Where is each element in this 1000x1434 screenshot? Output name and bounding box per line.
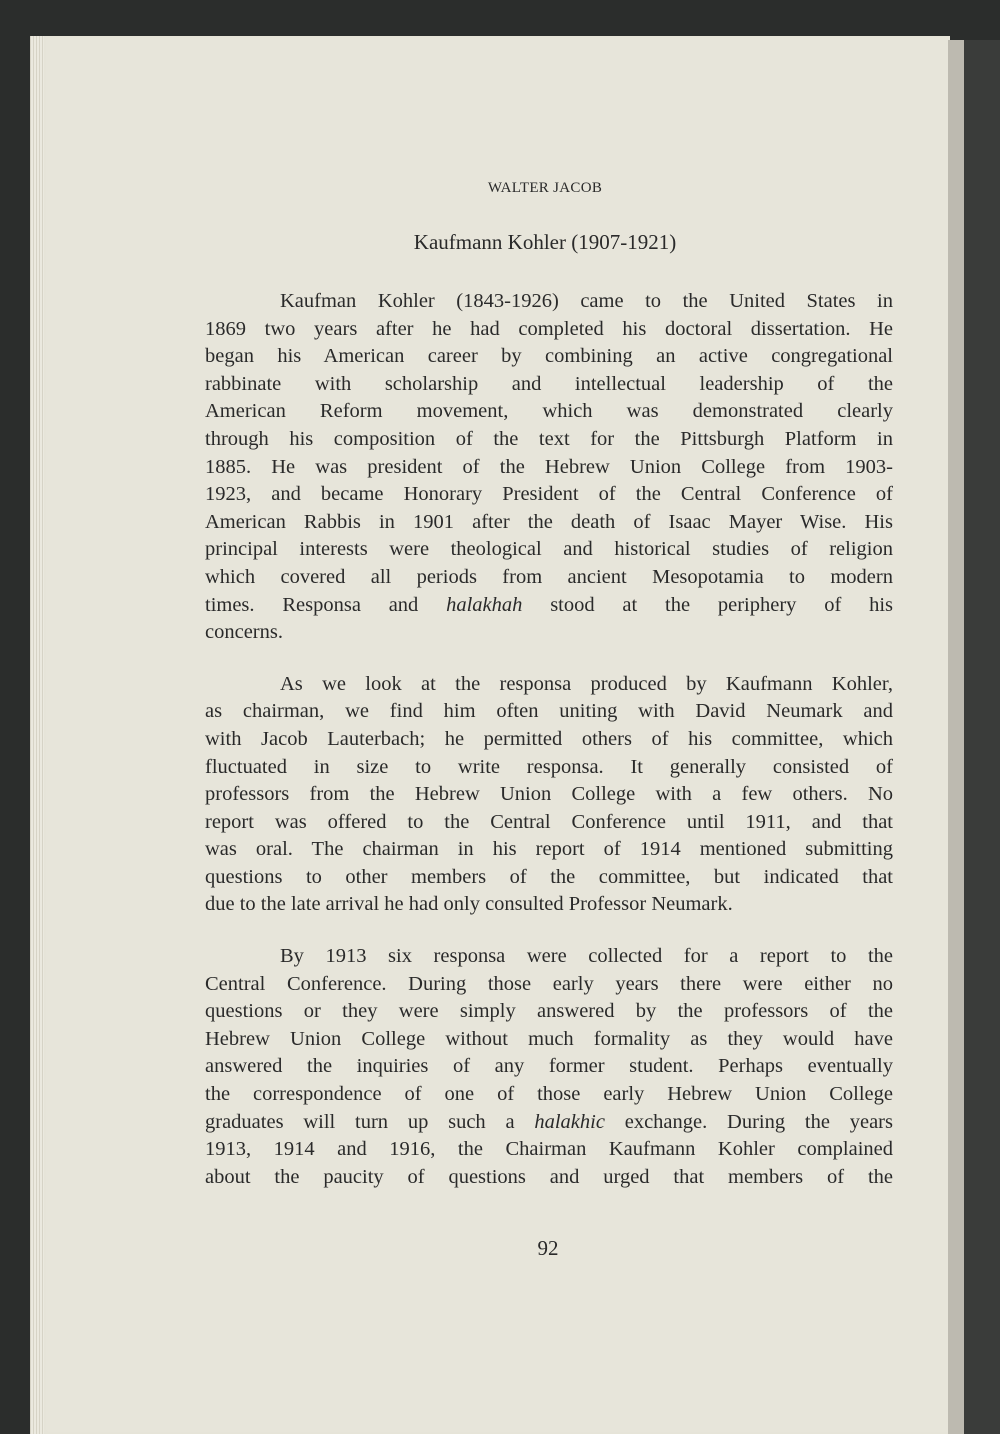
text-line: Central Conference. During those early years there were either no xyxy=(205,972,893,995)
text-line: fluctuated in size to write responsa. It generally consisted of xyxy=(205,755,893,778)
text-line: about the paucity of questions and urged that members of the xyxy=(205,1165,893,1188)
text-line: which covered all periods from ancient Mesopotamia to modern xyxy=(205,565,893,588)
text-line: began his American career by combining an active congregational xyxy=(205,345,893,368)
text-line: 1923, and became Honorary President of the Central Conference of xyxy=(205,483,893,506)
text-line: through his composition of the text for the Pittsburgh Platform in xyxy=(205,427,893,450)
text-line: times. Responsa and halakhah stood at the periphery of his xyxy=(205,593,893,616)
text-line: questions or they were simply answered by the professors of the xyxy=(205,1000,893,1023)
text-line: with Jacob Lauterbach; he permitted others of his committee, which xyxy=(205,727,893,750)
text-line: report was offered to the Central Conference until 1911, and that xyxy=(205,810,893,833)
text-line: American Reform movement, which was demonstrated clearly xyxy=(205,400,893,423)
text-line: By 1913 six responsa were collected for a report to the xyxy=(280,945,893,968)
body-text xyxy=(205,288,893,1215)
text-line: American Rabbis in 1901 after the death of Isaac Mayer Wise. His xyxy=(205,510,893,533)
paragraph xyxy=(205,671,893,919)
running-header: WALTER JACOB xyxy=(487,180,603,196)
text-line: principal interests were theological and historical studies of religion xyxy=(205,538,893,561)
text-line: answered the inquiries of any former student. Perhaps eventually xyxy=(205,1055,893,1078)
paragraph xyxy=(205,288,893,647)
text-line: graduates will turn up such a halakhic exchange. During the years xyxy=(205,1110,893,1133)
text-line: was oral. The chairman in his report of 1914 mentioned submitting xyxy=(205,838,893,861)
text-line: rabbinate with scholarship and intellectual leadership of the xyxy=(205,372,893,395)
text-line: as chairman, we find him often uniting with David Neumark and xyxy=(205,700,893,723)
text-line: the correspondence of one of those early Hebrew Union College xyxy=(205,1083,893,1106)
paragraph xyxy=(205,943,893,1191)
text-line: questions to other members of the committee, but indicated that xyxy=(205,865,893,888)
text-line: 1885. He was president of the Hebrew Union College from 1903- xyxy=(205,455,893,478)
text-line: As we look at the responsa produced by Kaufmann Kohler, xyxy=(280,672,893,695)
text-line: due to the late arrival he had only consulted Professor Neumark. xyxy=(205,893,733,916)
section-title: Kaufmann Kohler (1907-1921) xyxy=(413,230,677,254)
page-number: 92 xyxy=(537,1236,559,1260)
text-line: 1869 two years after he had completed his doctoral dissertation. He xyxy=(205,317,893,340)
text-line: concerns. xyxy=(205,621,283,644)
text-line: Kaufman Kohler (1843-1926) came to the United States in xyxy=(280,290,893,312)
text-line: professors from the Hebrew Union College with a few others. No xyxy=(205,783,893,806)
text-line: 1913, 1914 and 1916, the Chairman Kaufmann Kohler complained xyxy=(205,1138,893,1161)
text-line: Hebrew Union College without much formality as they would have xyxy=(205,1027,893,1050)
